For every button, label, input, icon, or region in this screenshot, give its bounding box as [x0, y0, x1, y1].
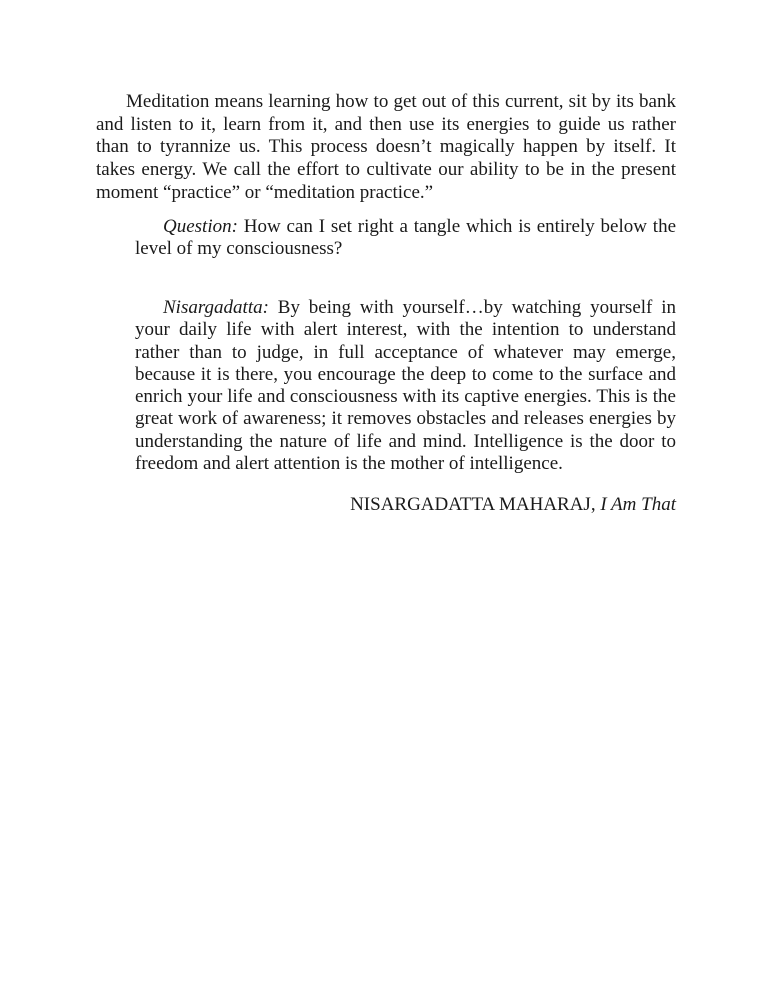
question-text: How can I set right a tangle which is entirely below the level of my consciousness? — [135, 216, 676, 260]
answer-paragraph — [135, 297, 676, 475]
body-paragraph: Meditation means learning how to get out of this current, sit by its bank and listen to it, learn from it, and then use its energies to guide us rather than to tyrannize us. This process doesn’t magically happen by itself. It takes energy. We call the effort to cultivate our ability to be in the present moment “practice” or “meditation practice.” — [96, 91, 676, 203]
question-speaker: Question: — [163, 216, 238, 237]
answer-text: By being with yourself…by watching yourself in your daily life with alert interest, with the intention to understand rather than to judge, in full acceptance of whatever may emerge, because it is there, you encourage the deep to come to the surface and enrich your life and consciousness with its captive energies. This is the great work of awareness; it removes obstacles and releases energies by understanding the nature of life and mind. Intelligence is the door to freedom and alert attention is the mother of intelligence. — [135, 297, 676, 475]
quote-attribution — [350, 494, 676, 516]
question-paragraph — [135, 216, 676, 261]
attribution-author: NISARGADATTA MAHARAJ, — [350, 494, 596, 515]
attribution-work-title: I Am That — [600, 494, 676, 515]
answer-speaker: Nisargadatta: — [163, 297, 269, 318]
